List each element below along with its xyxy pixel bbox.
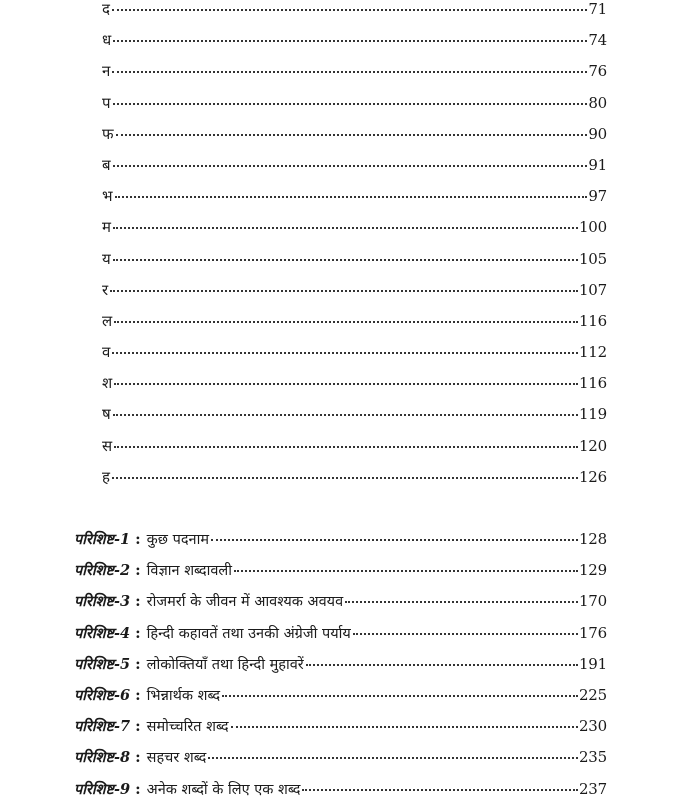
appendix-separator: :: [135, 748, 141, 767]
letter-index-label: ल: [102, 311, 113, 330]
appendix-separator: :: [135, 685, 141, 704]
letter-index-row: [102, 462, 607, 493]
page-number: 170: [578, 592, 607, 611]
appendix-separator: :: [135, 592, 141, 611]
appendix-separator: :: [135, 530, 141, 548]
page-number: 91: [588, 155, 607, 174]
dot-leader: [114, 445, 578, 448]
page-number: 116: [578, 311, 607, 330]
appendix-title: अनेक शब्दों के लिए एक शब्द: [146, 781, 301, 798]
page-number: 100: [578, 218, 607, 237]
letter-index-label: प: [102, 93, 111, 112]
letter-index-row: [102, 212, 607, 243]
dot-leader: [211, 538, 578, 541]
letter-index-label: द: [102, 0, 110, 18]
page-number: 112: [578, 343, 607, 362]
letter-index-label: ष: [102, 405, 111, 424]
appendix-row: [74, 586, 607, 617]
letter-index-label: ध: [102, 31, 112, 50]
letter-index-label: भ: [102, 187, 113, 206]
appendix-title: कुछ पदनाम: [146, 532, 209, 548]
letter-index-row: [102, 181, 607, 212]
appendix-row: [74, 618, 607, 649]
appendix-title: रोजमर्रा के जीवन में आवश्यक अवयव: [146, 594, 344, 611]
appendix-title: विज्ञान शब्दावली: [146, 563, 232, 580]
letter-index-label: स: [102, 436, 113, 455]
dot-leader: [112, 70, 587, 73]
dot-leader: [208, 756, 578, 759]
appendix-name: परिशिष्ट-1: [74, 531, 131, 548]
page-number: 80: [588, 93, 607, 112]
letter-index-label: म: [102, 218, 111, 237]
letter-index-label: न: [102, 62, 111, 81]
appendix-separator: :: [135, 623, 141, 642]
page-number: 120: [578, 436, 607, 455]
appendix-row: [74, 649, 607, 680]
page-number: 225: [578, 685, 607, 704]
appendix-title: हिन्दी कहावतें तथा उनकी अंग्रेजी पर्याय: [146, 625, 351, 642]
letter-index-label: व: [102, 343, 111, 362]
letter-index-label: श: [102, 374, 113, 393]
appendix-name: परिशिष्ट-5: [74, 655, 131, 673]
appendix-row: [74, 680, 607, 711]
dot-leader: [114, 320, 578, 323]
letter-index-row: [102, 56, 607, 87]
dot-leader: [112, 351, 578, 354]
letter-index-row: [102, 244, 607, 275]
page-number: 90: [588, 124, 607, 143]
dot-leader: [113, 39, 587, 42]
appendix-name: परिशिष्ट-9: [74, 780, 131, 798]
dot-leader: [222, 694, 578, 697]
dot-leader: [306, 663, 578, 666]
letter-index-row: [102, 368, 607, 399]
appendix-row: [74, 711, 607, 742]
appendix-name: परिशिष्ट-4: [74, 624, 131, 642]
letter-index-row: [102, 0, 607, 25]
letter-index-row: [102, 150, 607, 181]
page-number: 107: [578, 280, 607, 299]
appendix-separator: :: [135, 654, 141, 673]
letter-index-label: ब: [102, 155, 111, 174]
page-number: 74: [588, 31, 607, 50]
dot-leader: [353, 632, 578, 635]
letter-index-row: [102, 337, 607, 368]
letter-index-label: फ: [102, 124, 114, 143]
dot-leader: [345, 600, 578, 603]
page-number: 119: [578, 405, 607, 424]
appendix-separator: :: [135, 561, 141, 580]
page-number: 230: [578, 717, 607, 736]
page-number: 116: [578, 374, 607, 393]
appendix-title: समोच्चरित शब्द: [146, 719, 229, 736]
appendix-list: [74, 524, 607, 800]
appendix-name: परिशिष्ट-2: [74, 562, 131, 580]
letter-index-row: [102, 431, 607, 462]
dot-leader: [113, 413, 578, 416]
appendix-separator: :: [135, 779, 141, 798]
dot-leader: [116, 133, 588, 136]
letter-index-row: [102, 306, 607, 337]
letter-index-row: [102, 88, 607, 119]
appendix-title: भिन्नार्थक शब्द: [146, 687, 221, 704]
letter-index-row: [102, 399, 607, 430]
appendix-title: लोकोक्तियाँ तथा हिन्दी मुहावरें: [146, 656, 304, 673]
page-number: 71: [588, 0, 607, 18]
letter-index-label: र: [102, 280, 109, 299]
appendix-row: [74, 555, 607, 586]
appendix-name: परिशिष्ट-7: [74, 718, 131, 736]
dot-leader: [231, 725, 578, 728]
page-number: 128: [578, 530, 607, 548]
appendix-name: परिशिष्ट-6: [74, 686, 131, 704]
letter-index-row: [102, 275, 607, 306]
page-number: 97: [588, 187, 607, 206]
dot-leader: [113, 164, 588, 167]
dot-leader: [112, 476, 578, 479]
page-number: 176: [578, 623, 607, 642]
dot-leader: [115, 195, 588, 198]
appendix-separator: :: [135, 717, 141, 736]
letter-index-label: य: [102, 249, 111, 268]
appendix-row: [74, 742, 607, 773]
appendix-row: [74, 774, 607, 800]
dot-leader: [112, 8, 587, 11]
letter-index-row: [102, 119, 607, 150]
page-number: 129: [578, 561, 607, 580]
dot-leader: [302, 788, 578, 791]
page-number: 191: [578, 654, 607, 673]
appendix-row: [74, 524, 607, 555]
page-number: 76: [588, 62, 607, 81]
dot-leader: [113, 102, 588, 105]
letter-index-label: ह: [102, 467, 110, 486]
page-number: 105: [578, 249, 607, 268]
page-number: 235: [578, 748, 607, 767]
appendix-name: परिशिष्ट-3: [74, 593, 131, 611]
letter-index-row: [102, 25, 607, 56]
appendix-name: परिशिष्ट-8: [74, 749, 131, 767]
dot-leader: [113, 258, 578, 261]
dot-leader: [110, 289, 578, 292]
dot-leader: [113, 226, 578, 229]
dot-leader: [234, 569, 578, 572]
page-number: 126: [578, 467, 607, 486]
page-number: 237: [578, 779, 607, 798]
appendix-title: सहचर शब्द: [146, 750, 207, 767]
dot-leader: [114, 382, 578, 385]
letter-index-list: [102, 0, 607, 493]
